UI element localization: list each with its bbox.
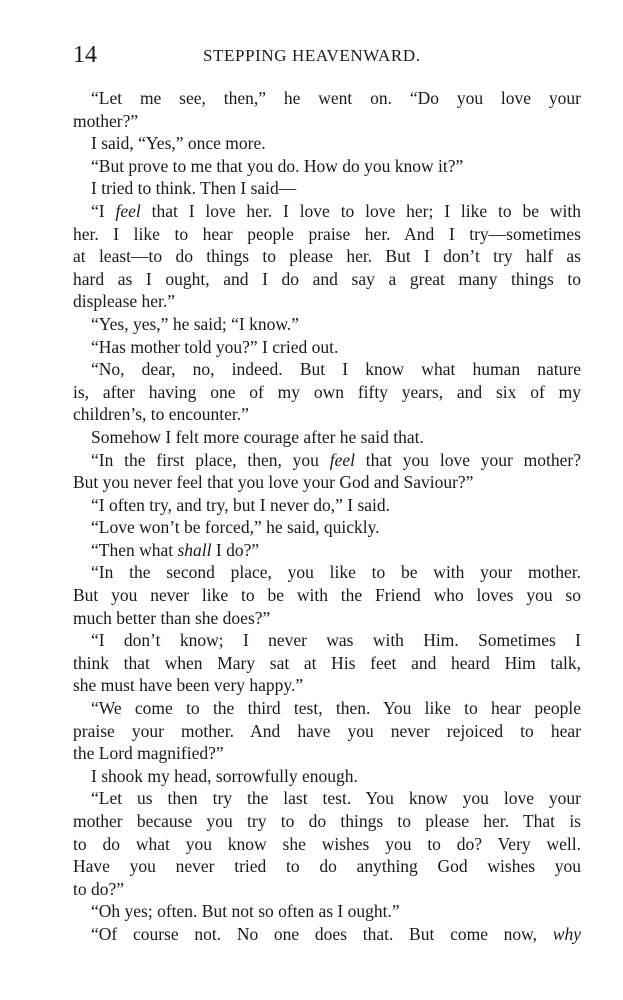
text-segment: “I: [91, 200, 116, 221]
body-text: [73, 87, 581, 946]
text-segment: “Then what: [91, 539, 178, 560]
text-line: [73, 742, 581, 765]
text-segment: hard as I ought, and I do and say a great many things to: [73, 268, 581, 289]
text-segment: But you never like to be with the Friend who loves you so: [73, 585, 581, 606]
text-line: [73, 155, 581, 178]
text-line: [73, 855, 581, 878]
text-line: [73, 697, 581, 720]
text-segment: mother?”: [73, 110, 139, 131]
text-line: [73, 652, 581, 675]
text-segment: I tried to think. Then I said—: [91, 178, 297, 199]
page-number: 14: [73, 42, 97, 68]
text-segment: that I love her. I love to love her; I like to be with: [140, 200, 581, 221]
text-segment: “In the second place, you like to be with your mother.: [91, 562, 581, 583]
text-segment: her. I like to hear people praise her. And I try—sometimes: [73, 223, 581, 244]
text-line: [73, 132, 581, 155]
text-line: [73, 923, 581, 946]
text-line: [73, 810, 581, 833]
text-line: [73, 449, 581, 472]
text-line: [73, 674, 581, 697]
text-line: [73, 787, 581, 810]
text-segment: “Oh yes; often. But not so often as I ought.”: [91, 901, 400, 922]
text-line: [73, 313, 581, 336]
text-segment: that you love your mother?: [354, 449, 581, 470]
italic-text: why: [552, 923, 581, 944]
italic-text: feel: [329, 449, 355, 470]
text-segment: praise your mother. And have you never rejoiced to hear: [73, 720, 581, 741]
text-line: [73, 177, 581, 200]
text-line: [73, 403, 581, 426]
text-segment: children’s, to encounter.”: [73, 404, 249, 425]
text-line: [73, 268, 581, 291]
text-line: [73, 561, 581, 584]
text-segment: “Let us then try the last test. You know you love your: [91, 788, 581, 809]
text-segment: “I often try, and try, but I never do,” I said.: [91, 494, 391, 515]
text-line: [73, 358, 581, 381]
text-line: [73, 833, 581, 856]
text-line: [73, 336, 581, 359]
text-segment: I said, “Yes,” once more.: [91, 133, 266, 154]
text-line: [73, 223, 581, 246]
text-line: [73, 110, 581, 133]
text-line: [73, 539, 581, 562]
text-line: [73, 629, 581, 652]
text-segment: “But prove to me that you do. How do you know it?”: [91, 155, 464, 176]
text-segment: “Of course not. No one does that. But come now,: [91, 923, 553, 944]
text-segment: she must have been very happy.”: [73, 675, 304, 696]
text-segment: “We come to the third test, then. You like to hear people: [91, 698, 581, 719]
text-segment: “In the first place, then, you: [91, 449, 330, 470]
text-line: [73, 426, 581, 449]
text-segment: displease her.”: [73, 291, 176, 312]
text-segment: I shook my head, sorrowfully enough.: [91, 765, 358, 786]
text-line: [73, 494, 581, 517]
text-line: [73, 516, 581, 539]
text-line: [73, 584, 581, 607]
text-line: [73, 87, 581, 110]
text-segment: much better than she does?”: [73, 607, 271, 628]
text-segment: the Lord magnified?”: [73, 743, 224, 764]
text-segment: But you never feel that you love your God and Saviour?”: [73, 472, 474, 493]
italic-text: shall: [177, 539, 212, 560]
text-line: [73, 720, 581, 743]
text-line: [73, 200, 581, 223]
text-segment: “Love won’t be forced,” he said, quickly.: [91, 517, 380, 538]
text-line: [73, 607, 581, 630]
text-segment: to do?”: [73, 878, 125, 899]
text-segment: “Yes, yes,” he said; “I know.”: [91, 313, 300, 334]
text-line: [73, 471, 581, 494]
running-head: STEPPING HEAVENWARD.: [203, 46, 421, 65]
text-segment: is, after having one of my own fifty years, and six of my: [73, 381, 581, 402]
italic-text: feel: [115, 200, 141, 221]
text-segment: Have you never tried to do anything God wishes you: [73, 856, 581, 877]
text-segment: “I don’t know; I never was with Him. Sometimes I: [91, 630, 581, 651]
text-line: [73, 290, 581, 313]
text-segment: to do what you know she wishes you to do? Very well.: [73, 833, 581, 854]
text-line: [73, 381, 581, 404]
text-segment: “Has mother told you?” I cried out.: [91, 336, 339, 357]
text-line: [73, 900, 581, 923]
text-segment: think that when Mary sat at His feet and heard Him talk,: [73, 652, 581, 673]
text-segment: mother because you try to do things to please her. That is: [73, 811, 581, 831]
text-segment: “Let me see, then,” he went on. “Do you love your: [91, 88, 581, 108]
text-segment: I do?”: [211, 539, 260, 560]
text-line: [73, 878, 581, 901]
text-segment: at least—to do things to please her. But I don’t try half as: [73, 246, 581, 267]
page-header: [73, 40, 583, 70]
text-segment: “No, dear, no, indeed. But I know what human nature: [91, 359, 581, 380]
text-line: [73, 245, 581, 268]
text-line: [73, 765, 581, 788]
text-segment: Somehow I felt more courage after he said that.: [91, 426, 424, 447]
